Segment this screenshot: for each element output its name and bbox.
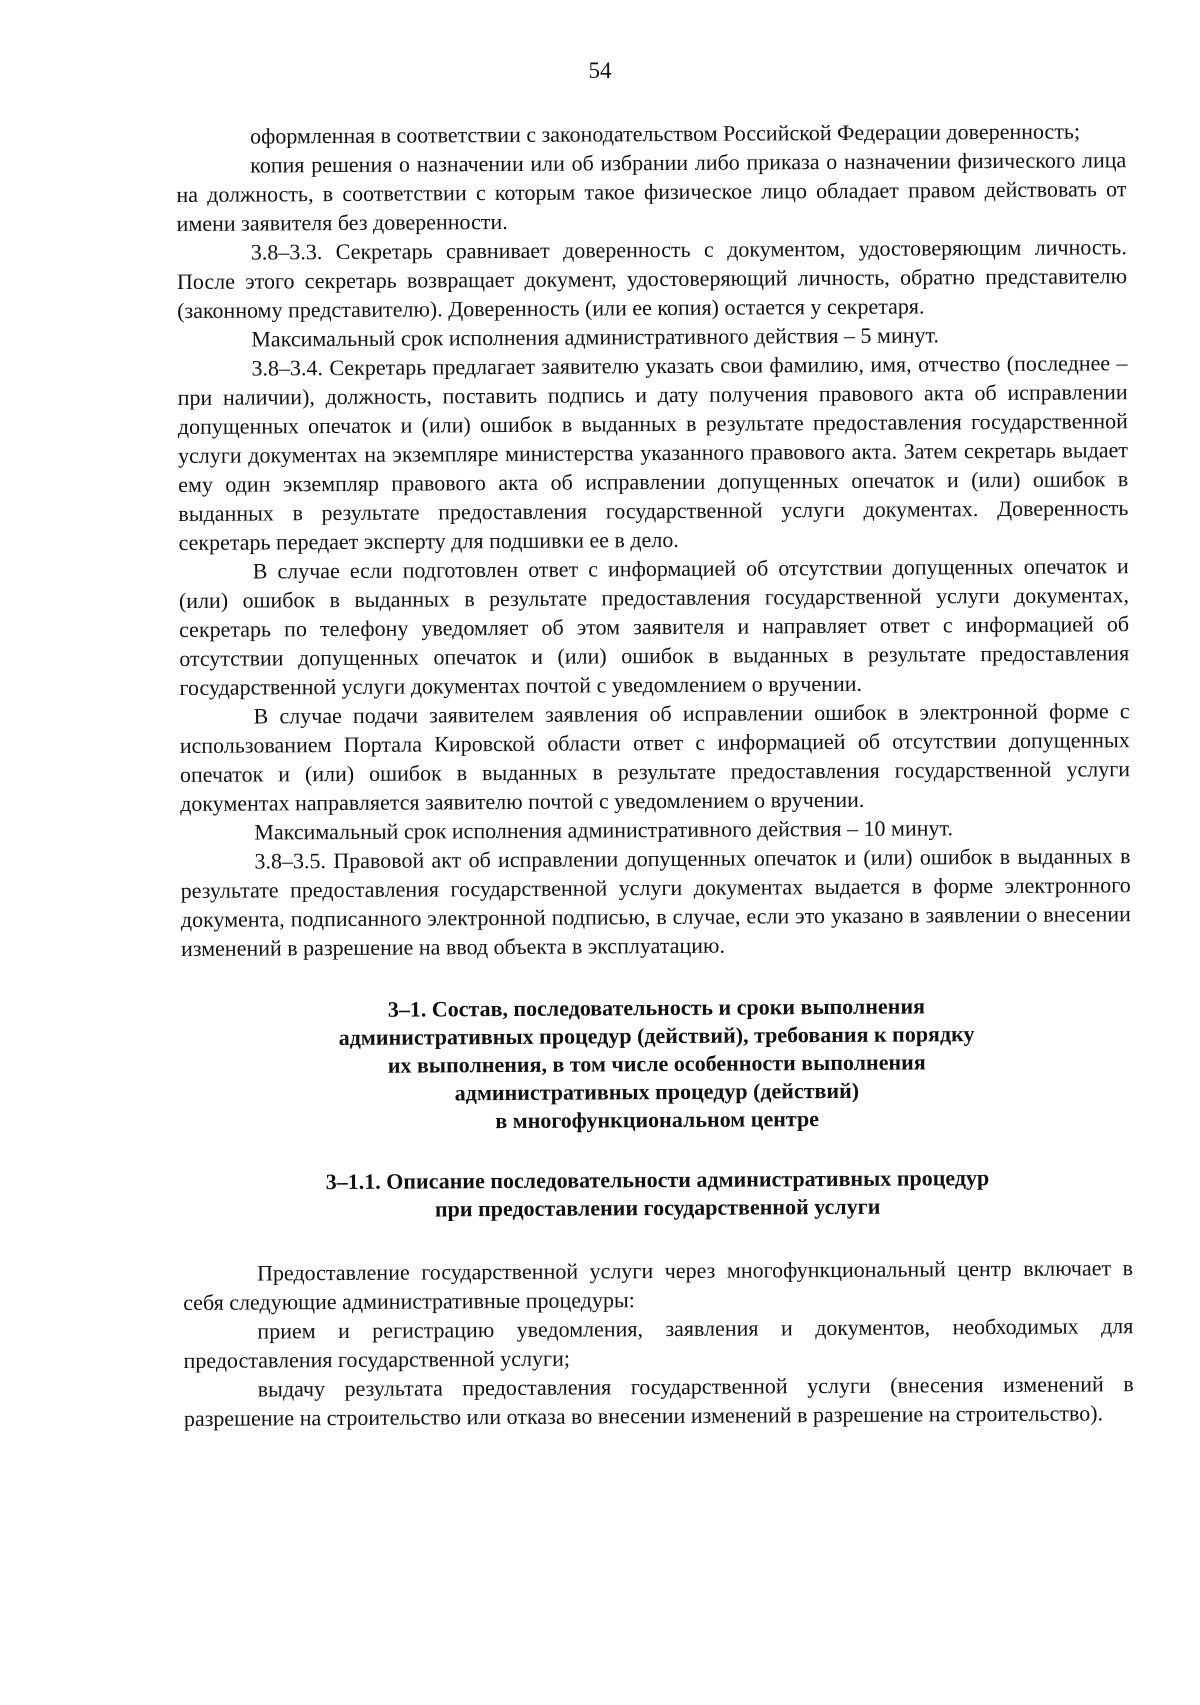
document-body [176, 116, 1134, 1433]
paragraph-no-errors-case: В случае если подготовлен ответ с информацией об отсутствии допущенных опечаток и (или) ошибок в выданных в результате предоставления государственной услуги документах, секретарь по телефону уведомляет об этом заявителя и направляет ответ с информацией об отсутствии допущенных опечаток и (или) ошибок в выданных в результате предоставления государственной услуги документах почтой с уведомлением о вручении. [178, 553, 1130, 700]
section-heading-line: их выполнения, в том числе особенности выполнения [387, 1049, 926, 1078]
section-heading-line: административных процедур (действий) [454, 1077, 860, 1106]
paragraph-3-8-3-3: 3.8–3.3. Секретарь сравнивает доверенность с документом, удостоверяющим личность. После этого секретарь возвращает документ, удостоверяющий личность, обратно представителю (законному представителю). Доверенность (или ее копия) остается у секретаря. [176, 234, 1128, 323]
paragraph-3-8-3-4: 3.8–3.4. Секретарь предлагает заявителю указать свои фамилию, имя, отчество (последнее – при наличии), должность, поставить подпись и дату получения правового акта об исправлении допущенных опечаток и (или) ошибок в выданных в результате предоставления государственной услуги документах на экземпляре министерства указанного правового акта. Затем секретарь выдает ему один экземпляр правового акта об исправлении допущенных опечаток и (или) ошибок в выданных в результате предоставления государственной услуги документах. Доверенность секретарь передает эксперту для подшивки ее в дело. [177, 350, 1129, 555]
section-heading-line: в многофункциональном центре [495, 1106, 819, 1134]
paragraph-max-time-10: Максимальный срок исполнения административного действия – 10 минут. [254, 815, 954, 845]
subsection-heading-line: при предоставлении государственной услуги [434, 1193, 881, 1222]
paragraph-2: копия решения о назначении или об избрании либо приказа о назначении физического лица на должность, в соответствии с которым такое физическое лицо обладает правом действовать от имени заявителя без доверенности. [176, 147, 1127, 236]
paragraph-3-8-3-5: 3.8–3.5. Правовой акт об исправлении допущенных опечаток и (или) ошибок в выданных в результате предоставления государственной услуги документах выдается в форме электронного документа, подписанного электронной подписью, в случае, если это указано в заявлении о внесении изменений в разрешение на ввод объекта в эксплуатацию. [180, 843, 1131, 961]
closing-paragraph-2: прием и регистрацию уведомления, заявления и документов, необходимых для предоставления государственной услуги; [183, 1313, 1134, 1373]
section-heading-line: административных процедур (действий), требования к порядку [338, 1021, 975, 1051]
closing-paragraph-1: Предоставление государственной услуги через многофункциональный центр включает в себя следующие административные процедуры: [183, 1255, 1134, 1315]
section-heading-line: 3–1. Состав, последовательность и сроки выполнения [387, 993, 926, 1022]
paragraph-1: оформленная в соответствии с законодательством Российской Федерации доверенность; [250, 118, 1081, 149]
subsection-heading-3-1-1 [182, 1163, 1132, 1225]
paragraph-electronic-case: В случае подачи заявителем заявления об исправлении ошибок в электронной форме с использованием Портала Кировской области ответ с информацией об отсутствии допущенных опечаток и (или) ошибок в выданных в результате предоставления государственной услуги документах направляется заявителю почтой с уведомлением о вручении. [179, 698, 1131, 816]
closing-paragraph-3: выдачу результата предоставления государственной услуги (внесения изменений в разрешение на строительство или отказа во внесении изменений в разрешение на строительство). [183, 1371, 1134, 1431]
spacer [183, 1219, 1133, 1259]
subsection-heading-line: 3–1.1. Описание последовательности административных процедур [325, 1165, 990, 1195]
paragraph-max-time-5: Максимальный срок исполнения административного действия – 5 минут. [251, 322, 940, 352]
section-heading-3-1 [181, 991, 1132, 1137]
page-number: 54 [588, 58, 612, 83]
